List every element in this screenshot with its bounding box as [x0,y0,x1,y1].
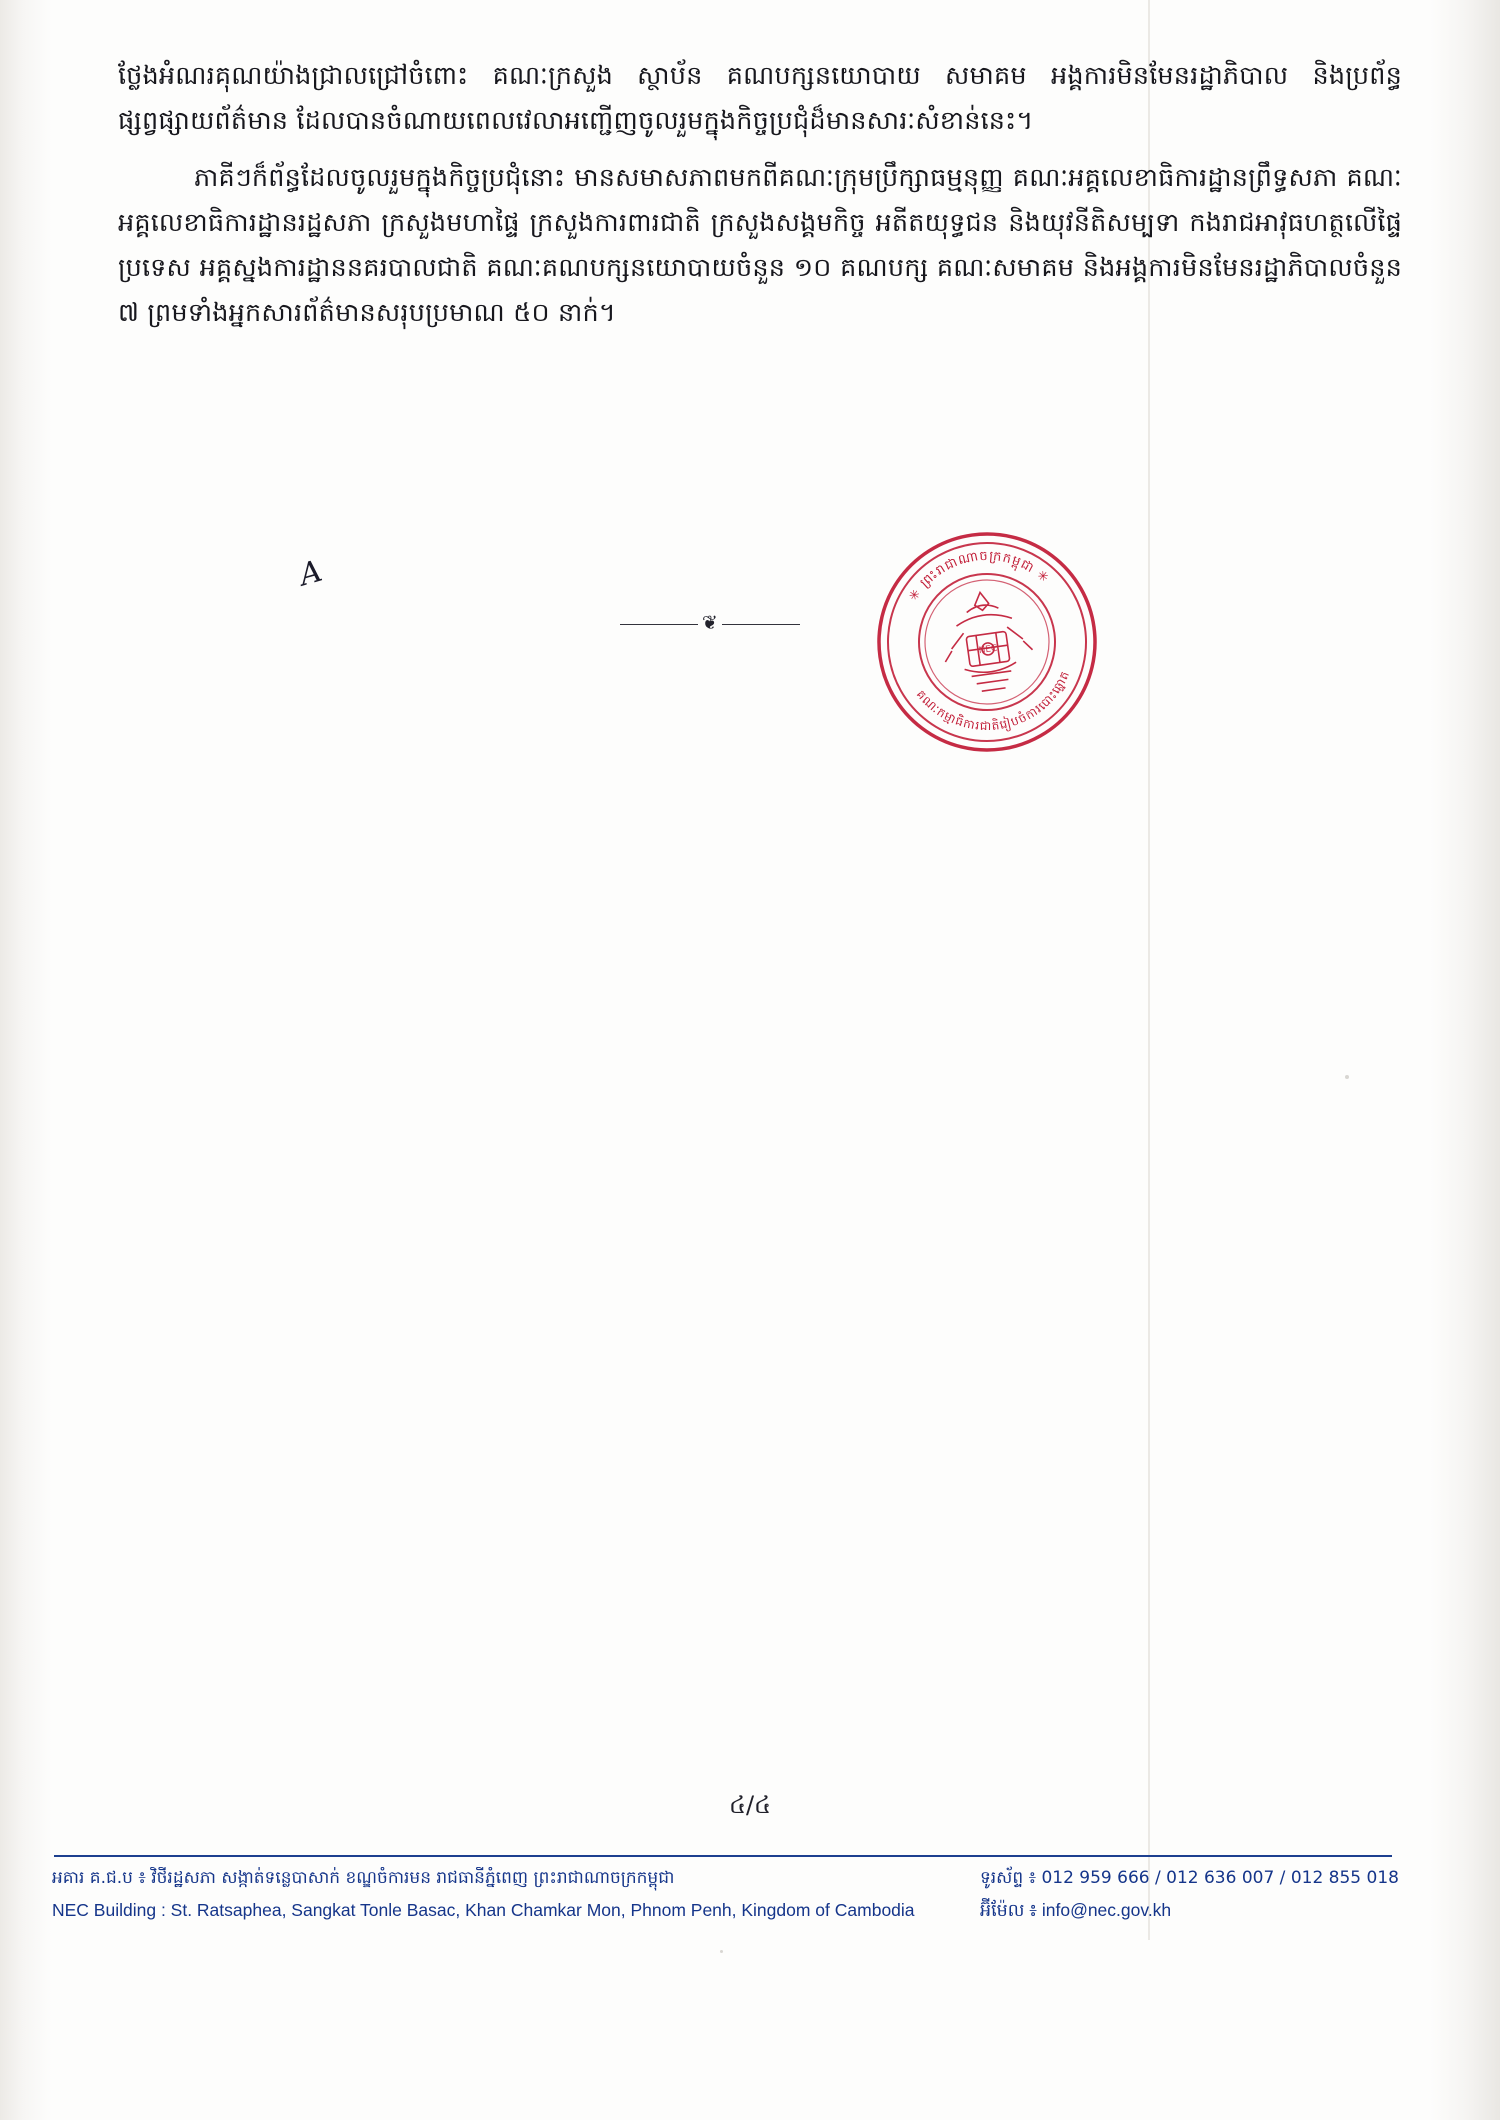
footer-divider [54,1855,1392,1857]
footer-english-address: NEC Building : St. Ratsaphea, Sangkat Tonle Basac, Khan Chamkar Mon, Phnom Penh, Kingdom of Cambodia [52,1900,915,1920]
footer-row-english [52,1899,1442,1925]
paragraph-1: ថ្លែងអំណរគុណយ៉ាងជ្រាលជ្រៅចំពោះ គណៈក្រសួង ស្ថាប័ន គណបក្សនយោបាយ សមាគម អង្គការមិនមែនរដ្ឋាភិបាល និងប្រព័ន្ធផ្សព្វផ្សាយព័ត៌មាន ដែលបានចំណាយពេលវេលាអញ្ជើញចូលរួមក្នុងកិច្ចប្រជុំដ៏មានសារៈសំខាន់នេះ។ [118,61,1402,136]
scan-speck [1345,1075,1349,1079]
official-seal [861,516,1114,769]
handwritten-signature: A [295,553,327,594]
document-body [118,54,1402,336]
svg-text:គណៈកម្មាធិការជាតិរៀបចំការបោះឆ្: គណៈកម្មាធិការជាតិរៀបចំការបោះឆ្នោត [913,668,1073,734]
ornamental-divider [620,612,800,636]
scan-speck [720,1950,723,1953]
paragraph-2: ភាគីៗក៏ព័ន្ធដែលចូលរួមក្នុងកិច្ចប្រជុំនោះ មានសមាសភាពមកពីគណៈក្រុមប្រឹក្សាធម្មនុញ្ញ គណៈអគ្គលេខាធិការដ្ឋានព្រឹទ្ធសភា គណៈអគ្គលេខាធិការដ្ឋានរដ្ឋសភា ក្រសួងមហាផ្ទៃ ក្រសួងការពារជាតិ ក្រសួងសង្គមកិច្ច អតីតយុទ្ធជន និងយុវនីតិសម្បទា កងរាជអាវុធហត្ថលើផ្ទៃប្រទេស អគ្គស្នងការដ្ឋាននគរបាលជាតិ គណៈគណបក្សនយោបាយចំនួន ១០ គណបក្ស គណៈសមាគម និងអង្គការមិនមែនរដ្ឋាភិបាលចំនួន ៧ ព្រមទាំងអ្នកសារព័ត៌មានសរុបប្រមាណ ៥០ នាក់។ [118,163,1402,328]
footer-khmer-phone: ទូរស័ព្ទ ៖ 012 959 666 / 012 636 007 / 012 855 018 [980,1868,1399,1888]
footer-email: អ៊ីម៉ែល ៖ info@nec.gov.kh [980,1900,1172,1920]
divider-knot-icon: ❦ [702,611,718,634]
footer-row-khmer [52,1867,1442,1892]
official-seal-graphic [861,516,1114,769]
footer-khmer-address: អគារ គ.ជ.ប ៖ វិថីរដ្ឋសភា សង្កាត់ទន្លេបាសាក់ ខណ្ឌចំការមន រាជធានីភ្នំពេញ ព្រះរាជាណាចក្រកម្ពុជា [52,1868,675,1888]
svg-text:✳ ព្រះរាជាណាចក្រកម្ពុជា ✳: ✳ ព្រះរាជាណាចក្រកម្ពុជា ✳ [906,548,1053,605]
divider-line-left [620,624,698,625]
divider-line-right [722,624,800,625]
page-footer [52,1855,1442,1925]
svg-text:NEC: NEC [978,643,999,657]
page-number: ៤/៤ [728,1791,772,1819]
